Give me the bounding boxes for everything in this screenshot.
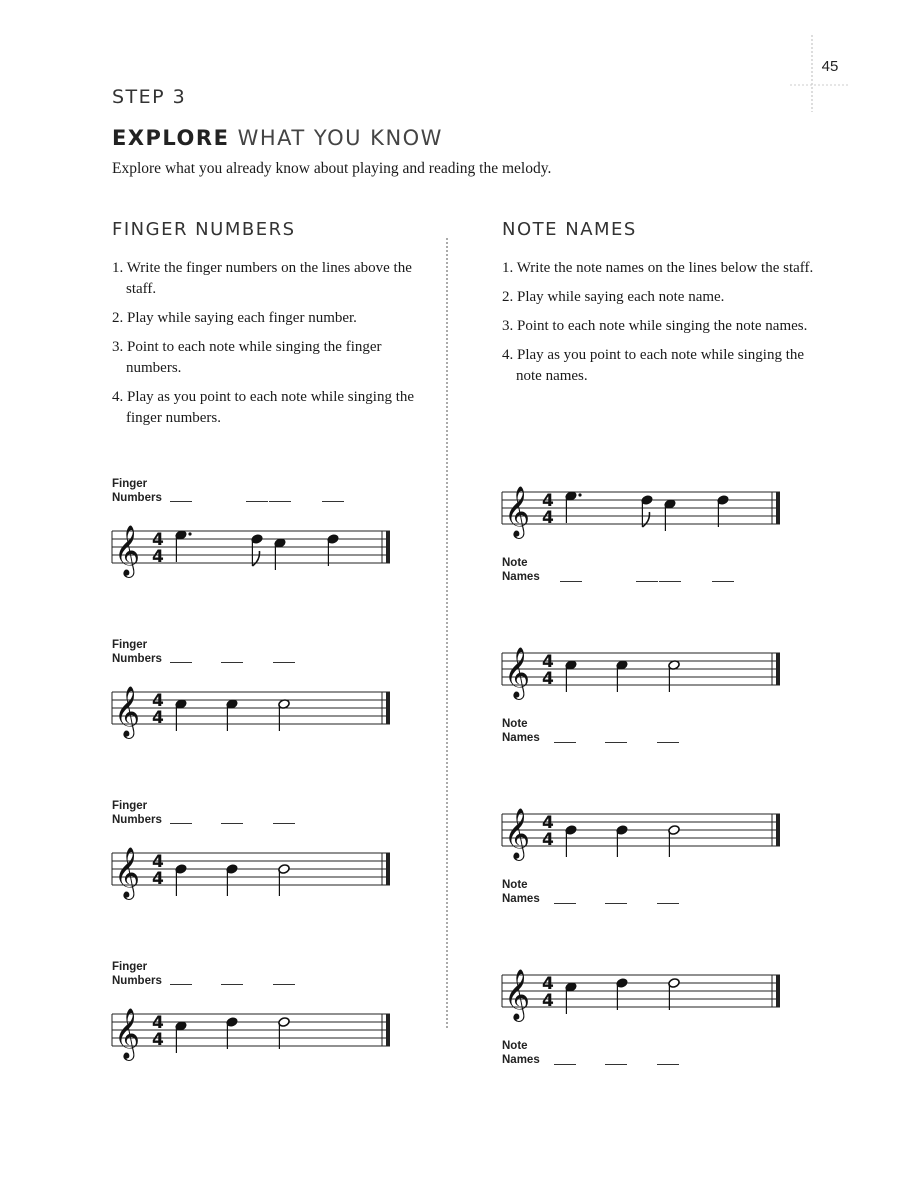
note-D5-quarter bbox=[327, 534, 339, 566]
finger-instructions bbox=[112, 258, 432, 437]
finger-numbers-label bbox=[112, 800, 162, 827]
note-staff-bar-3 bbox=[502, 794, 790, 864]
finger-step-3: 3. Point to each note while singing the finger numbers. bbox=[112, 339, 382, 376]
note-C5-quarter bbox=[226, 699, 238, 731]
barline-final bbox=[386, 853, 390, 885]
crop-mark bbox=[790, 30, 860, 120]
finger-staff-bar-1 bbox=[112, 511, 400, 581]
treble-clef-icon: 𝄞 bbox=[504, 969, 531, 1020]
treble-clef-icon: 𝄞 bbox=[114, 1008, 141, 1059]
time-signature-bottom: 4 bbox=[542, 830, 554, 850]
note-staff-bar-2 bbox=[502, 633, 790, 703]
finger-answer-line[interactable] bbox=[273, 662, 295, 663]
label-line: Note bbox=[502, 718, 528, 730]
note-answer-line[interactable] bbox=[636, 581, 658, 582]
label-line: Finger bbox=[112, 800, 148, 812]
time-signature-top: 4 bbox=[152, 691, 164, 711]
note-names-label bbox=[502, 557, 540, 584]
note-step-1: 1. Write the note names on the lines below the staff. bbox=[502, 260, 814, 276]
note-B4-quarter bbox=[175, 864, 187, 896]
barline-final bbox=[776, 492, 780, 524]
finger-answer-line[interactable] bbox=[170, 662, 192, 663]
label-line: Names bbox=[502, 1053, 540, 1066]
column-divider bbox=[446, 238, 448, 1028]
note-B4-quarter bbox=[226, 864, 238, 896]
label-line: Note bbox=[502, 1040, 528, 1052]
finger-answer-line[interactable] bbox=[221, 823, 243, 824]
label-line: Names bbox=[502, 892, 540, 905]
barline-final bbox=[386, 531, 390, 563]
note-answer-line[interactable] bbox=[712, 581, 734, 582]
time-signature-bottom: 4 bbox=[152, 869, 164, 889]
section-heading bbox=[112, 126, 443, 150]
page-number: 45 bbox=[821, 58, 839, 75]
treble-clef-icon: 𝄞 bbox=[114, 847, 141, 898]
finger-answer-line[interactable] bbox=[221, 984, 243, 985]
note-B4-half bbox=[278, 864, 290, 896]
finger-answer-line[interactable] bbox=[170, 984, 192, 985]
finger-answer-line[interactable] bbox=[170, 501, 192, 502]
note-E5-dotted-quarter bbox=[175, 530, 192, 562]
note-answer-line[interactable] bbox=[659, 581, 681, 582]
heading-bold: EXPLORE bbox=[112, 126, 230, 150]
note-B4-quarter bbox=[565, 825, 577, 857]
finger-staff-bar-3 bbox=[112, 833, 400, 903]
label-line: Finger bbox=[112, 961, 148, 973]
barline-final bbox=[776, 814, 780, 846]
finger-answer-line[interactable] bbox=[273, 823, 295, 824]
finger-answer-line[interactable] bbox=[273, 984, 295, 985]
time-signature-bottom: 4 bbox=[152, 708, 164, 728]
note-D5-quarter bbox=[226, 1017, 238, 1049]
note-answer-line[interactable] bbox=[657, 742, 679, 743]
note-C5-quarter bbox=[664, 499, 676, 531]
note-answer-line[interactable] bbox=[560, 581, 582, 582]
time-signature-top: 4 bbox=[152, 1013, 164, 1033]
note-C5-quarter bbox=[274, 538, 286, 570]
note-C5-quarter bbox=[175, 699, 187, 731]
note-D5-eighth bbox=[641, 495, 653, 527]
note-C5-quarter bbox=[565, 660, 577, 692]
note-D5-eighth bbox=[251, 534, 263, 566]
heading-light: WHAT YOU KNOW bbox=[237, 126, 443, 150]
label-line: Names bbox=[502, 731, 540, 744]
note-answer-line[interactable] bbox=[605, 903, 627, 904]
time-signature-bottom: 4 bbox=[542, 508, 554, 528]
finger-step-2: 2. Play while saying each finger number. bbox=[112, 310, 357, 326]
barline-final bbox=[386, 692, 390, 724]
time-signature-top: 4 bbox=[542, 652, 554, 672]
finger-step-4: 4. Play as you point to each note while singing the finger numbers. bbox=[112, 389, 415, 426]
treble-clef-icon: 𝄞 bbox=[504, 808, 531, 859]
intro-text: Explore what you already know about playing and reading the melody. bbox=[112, 160, 552, 177]
finger-numbers-label bbox=[112, 961, 162, 988]
note-step-2: 2. Play while saying each note name. bbox=[502, 289, 725, 305]
note-staff-bar-1 bbox=[502, 472, 790, 542]
label-line: Note bbox=[502, 879, 528, 891]
label-line: Numbers bbox=[112, 491, 162, 504]
note-names-label bbox=[502, 718, 540, 745]
note-names-label bbox=[502, 879, 540, 906]
label-line: Finger bbox=[112, 478, 148, 490]
note-answer-line[interactable] bbox=[554, 903, 576, 904]
note-answer-line[interactable] bbox=[554, 1064, 576, 1065]
note-C5-half bbox=[668, 660, 680, 692]
note-D5-quarter bbox=[717, 495, 729, 527]
label-line: Finger bbox=[112, 639, 148, 651]
note-D5-half bbox=[668, 978, 680, 1010]
note-C5-quarter bbox=[616, 660, 628, 692]
treble-clef-icon: 𝄞 bbox=[114, 686, 141, 737]
note-step-4: 4. Play as you point to each note while singing the note names. bbox=[502, 347, 805, 384]
finger-answer-line[interactable] bbox=[246, 501, 268, 502]
note-names-title: NOTE NAMES bbox=[502, 219, 637, 240]
time-signature-top: 4 bbox=[542, 974, 554, 994]
note-E5-dotted-quarter bbox=[565, 491, 582, 523]
finger-answer-line[interactable] bbox=[322, 501, 344, 502]
finger-answer-line[interactable] bbox=[170, 823, 192, 824]
note-D5-half bbox=[278, 1017, 290, 1049]
finger-staff-bar-2 bbox=[112, 672, 400, 742]
time-signature-top: 4 bbox=[152, 530, 164, 550]
finger-staff-bar-4 bbox=[112, 994, 400, 1064]
note-C5-quarter bbox=[565, 982, 577, 1014]
time-signature-bottom: 4 bbox=[152, 547, 164, 567]
label-line: Numbers bbox=[112, 652, 162, 665]
treble-clef-icon: 𝄞 bbox=[504, 486, 531, 537]
note-answer-line[interactable] bbox=[657, 1064, 679, 1065]
finger-answer-line[interactable] bbox=[269, 501, 291, 502]
note-answer-line[interactable] bbox=[554, 742, 576, 743]
label-line: Numbers bbox=[112, 813, 162, 826]
barline-final bbox=[776, 975, 780, 1007]
finger-numbers-title: FINGER NUMBERS bbox=[112, 219, 296, 240]
note-B4-half bbox=[668, 825, 680, 857]
barline-final bbox=[386, 1014, 390, 1046]
note-C5-half bbox=[278, 699, 290, 731]
finger-numbers-label bbox=[112, 478, 162, 505]
note-D5-quarter bbox=[616, 978, 628, 1010]
treble-clef-icon: 𝄞 bbox=[504, 647, 531, 698]
time-signature-top: 4 bbox=[152, 852, 164, 872]
finger-numbers-label bbox=[112, 639, 162, 666]
label-line: Numbers bbox=[112, 974, 162, 987]
finger-step-1: 1. Write the finger numbers on the lines above the staff. bbox=[112, 260, 412, 297]
note-step-3: 3. Point to each note while singing the note names. bbox=[502, 318, 808, 334]
finger-answer-line[interactable] bbox=[221, 662, 243, 663]
note-answer-line[interactable] bbox=[657, 903, 679, 904]
label-line: Names bbox=[502, 570, 540, 583]
barline-final bbox=[776, 653, 780, 685]
treble-clef-icon: 𝄞 bbox=[114, 525, 141, 576]
step-label: STEP 3 bbox=[112, 86, 187, 108]
note-answer-line[interactable] bbox=[605, 742, 627, 743]
time-signature-top: 4 bbox=[542, 813, 554, 833]
note-names-label bbox=[502, 1040, 540, 1067]
time-signature-bottom: 4 bbox=[542, 991, 554, 1011]
note-instructions bbox=[502, 258, 822, 395]
note-B4-quarter bbox=[616, 825, 628, 857]
note-answer-line[interactable] bbox=[605, 1064, 627, 1065]
label-line: Note bbox=[502, 557, 528, 569]
time-signature-top: 4 bbox=[542, 491, 554, 511]
note-C5-quarter bbox=[175, 1021, 187, 1053]
time-signature-bottom: 4 bbox=[152, 1030, 164, 1050]
time-signature-bottom: 4 bbox=[542, 669, 554, 689]
note-staff-bar-4 bbox=[502, 955, 790, 1025]
